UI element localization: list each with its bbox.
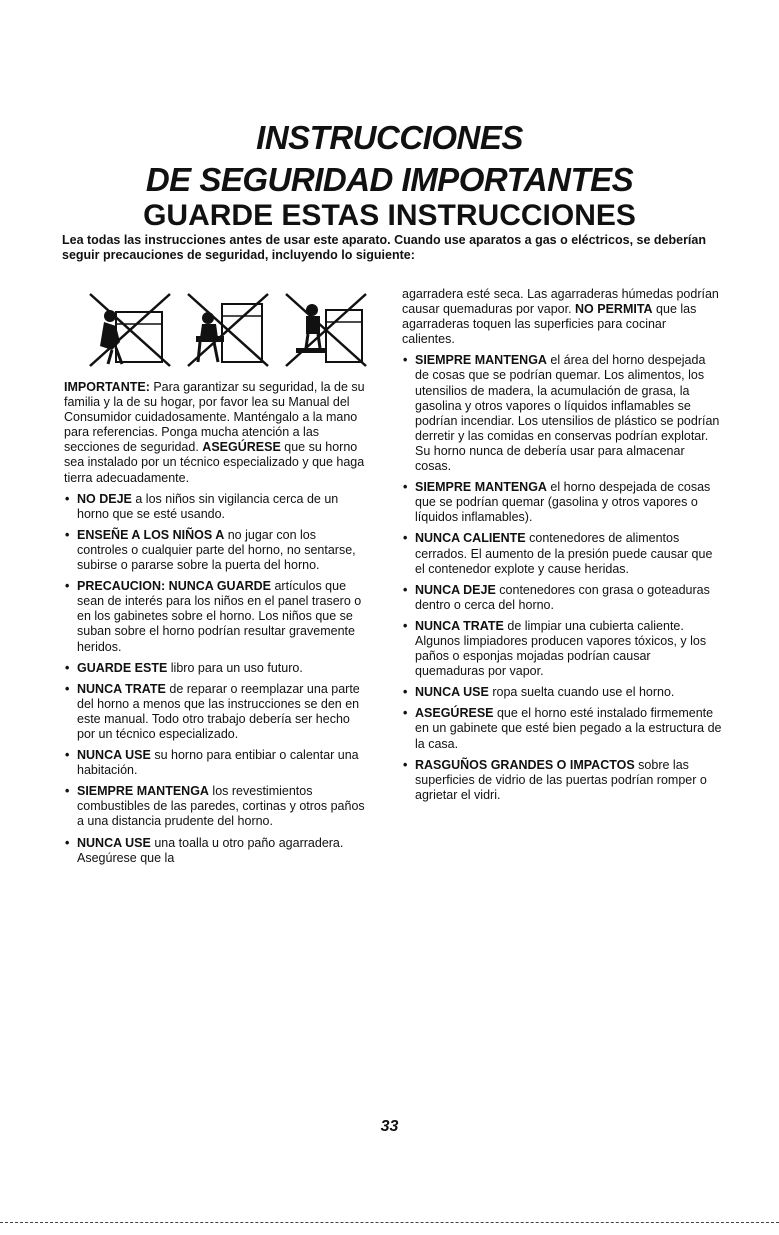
list-item	[402, 583, 722, 613]
page-number: 33	[380, 1118, 399, 1135]
item-text: sobre las superficies de vidrio de las puertas podrían romper o agrietar el vidri.	[415, 757, 707, 802]
list-item	[64, 492, 369, 522]
item-keyword: NUNCA USE	[77, 835, 151, 850]
list-item	[64, 579, 369, 654]
continuation-text-2: que las agarraderas toquen las superficies para cocinar calientes.	[402, 302, 697, 347]
item-keyword: NUNCA TRATE	[77, 681, 166, 696]
item-text: de reparar o reemplazar una parte del horno a menos que las instrucciones se den en este manual. Todo otro trabajo debería ser hecho por un técnico especializado.	[77, 681, 360, 741]
item-text: contenedores de alimentos cerrados. El aumento de la presión puede causar que el contenedor explote y cause heridas.	[415, 531, 713, 576]
item-text: ropa suelta cuando use el horno.	[488, 685, 675, 700]
title-line-1: INSTRUCCIONES	[256, 119, 523, 156]
list-item	[402, 685, 722, 700]
child-climbing-oven-prohibited-icon	[86, 290, 174, 370]
item-text: su horno para entibiar o calentar una habitación.	[77, 748, 359, 778]
item-text: artículos que sean de interés para los niños en el panel trasero o en los gabinetes sobre el horno. Los niños que se suban sobre el horno podrían resultar gravemente heridos.	[77, 579, 362, 654]
list-item	[402, 531, 722, 576]
list-item	[64, 528, 369, 573]
important-keyword: IMPORTANTE:	[64, 380, 150, 394]
right-column	[402, 287, 722, 809]
item-text: libro para un uso futuro.	[167, 660, 303, 675]
item-keyword: NUNCA DEJE	[415, 582, 496, 597]
save-instructions-banner: GUARDE ESTAS INSTRUCCIONES	[143, 199, 636, 232]
item-keyword: NUNCA CALIENTE	[415, 531, 526, 546]
list-item	[64, 682, 369, 742]
list-item	[64, 836, 369, 866]
bottom-divider	[0, 1222, 779, 1223]
item-text: contenedores con grasa o goteaduras dentro o cerca del horno.	[415, 582, 710, 612]
item-keyword: NO DEJE	[77, 491, 132, 506]
item-keyword: ASEGÚRESE	[415, 706, 494, 721]
item-keyword: NUNCA USE	[415, 685, 489, 700]
item-keyword: GUARDE ESTE	[77, 660, 168, 675]
item-text: el área del horno despejada de cosas que se podrían quemar. Los alimentos, los utensilios de madera, la acumulación de grasa, la gasolina y otros vapores o líquidos inflamables se podrían incendiar. Los utensilios de plástico se podrían derretir y las comidas en conservas podrían explotar. Su horno nunca de debería usar para almacenar cosas.	[415, 353, 720, 474]
list-item	[402, 706, 722, 751]
item-text: a los niños sin vigilancia cerca de un horno que se esté usando.	[77, 491, 339, 521]
list-item	[64, 661, 369, 676]
item-keyword: RASGUÑOS GRANDES O IMPACTOS	[415, 757, 635, 772]
child-sitting-on-oven-door-prohibited-icon	[184, 290, 272, 370]
do-not-allow-keyword: NO PERMITA	[575, 302, 653, 317]
list-item	[402, 758, 722, 803]
ensure-text: que su horno sea instalado por un técnico especializado y que haga tierra adecuadamente.	[64, 440, 365, 485]
important-paragraph	[64, 380, 369, 486]
list-item	[402, 480, 722, 525]
important-text: Para garantizar su seguridad, la de su familia y la de su hogar, por favor lea su Manual del Consumidor cuidadosamente. Manténgalo a la mano para referencias. Ponga mucha atención a las secciones de seguridad.	[64, 380, 365, 455]
item-keyword: NUNCA TRATE	[415, 618, 504, 633]
item-text: el horno despejada de cosas que se podrían quemar (gasolina y otros vapores o líquidos inflamables).	[415, 480, 711, 525]
item-text: una toalla u otro paño agarradera. Asegúrese que la	[77, 835, 344, 865]
list-item	[64, 748, 369, 778]
item-text: los revestimientos combustibles de las paredes, cortinas y otros paños a una distancia prudente del horno.	[77, 784, 365, 829]
item-keyword: PRECAUCION: NUNCA GUARDE	[77, 579, 271, 594]
ensure-keyword: ASEGÚRESE	[202, 440, 281, 455]
item-text: que el horno esté instalado firmemente en un gabinete que esté bien pegado a la estructura de la casa.	[415, 706, 722, 751]
child-standing-on-oven-door-prohibited-icon	[282, 290, 370, 370]
item-keyword: NUNCA USE	[77, 748, 151, 763]
item-keyword: SIEMPRE MANTENGA	[77, 784, 209, 799]
list-item	[64, 784, 369, 829]
intro-paragraph: Lea todas las instrucciones antes de usar este aparato. Cuando use aparatos a gas o eléctricos, se deberían seguir precauciones de seguridad, incluyendo lo siguiente:	[62, 233, 706, 262]
item-keyword: SIEMPRE MANTENGA	[415, 353, 547, 368]
list-item	[402, 619, 722, 679]
item-text: no jugar con los controles o cualquier parte del horno, no sentarse, subirse o pararse sobre la puerta del horno.	[77, 527, 356, 573]
warning-illustrations	[86, 290, 376, 370]
continuation-paragraph	[402, 287, 722, 347]
list-item	[402, 353, 722, 474]
item-keyword: SIEMPRE MANTENGA	[415, 480, 547, 495]
title-line-2: DE SEGURIDAD IMPORTANTES	[145, 161, 634, 198]
item-text: de limpiar una cubierta caliente. Algunos limpiadores producen vapores tóxicos, y los paños o esponjas mojadas podrían causar quemaduras por vapor.	[415, 618, 707, 679]
left-column	[64, 380, 369, 872]
left-safety-list	[64, 492, 369, 866]
right-safety-list	[402, 353, 722, 803]
continuation-text: agarradera esté seca. Las agarraderas húmedas podrían causar quemaduras por vapor.	[402, 287, 719, 317]
item-keyword: ENSEÑE A LOS NIÑOS A	[77, 527, 225, 542]
